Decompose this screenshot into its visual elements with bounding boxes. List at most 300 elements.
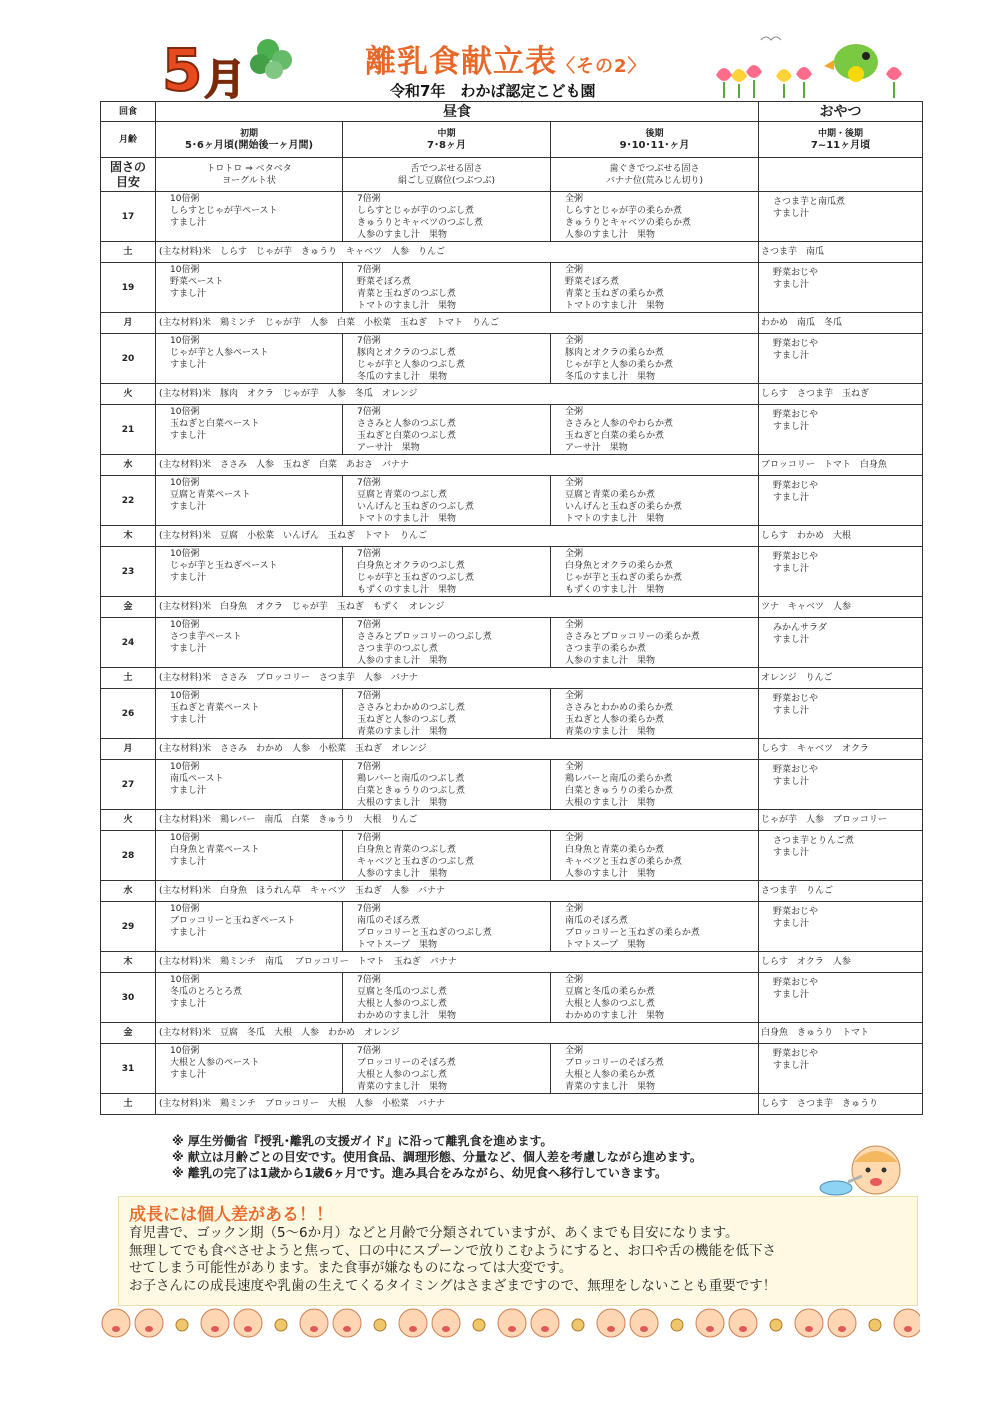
middle-menu-cell: [343, 618, 551, 668]
snack-menu-line: 野菜おじや: [773, 481, 819, 491]
day-of-week: 水: [101, 881, 156, 902]
baby-face-icon: [234, 1309, 262, 1337]
middle-menu-line: 人参のすまし汁 果物: [357, 230, 448, 240]
baby-face-icon: [894, 1309, 920, 1337]
late-menu-line: 冬瓜のすまし汁 果物: [565, 372, 656, 382]
date-cell: 29: [101, 902, 156, 952]
snack-menu-line: 野菜おじや: [773, 907, 819, 917]
info-line: 育児書で、ゴックン期（5～6か月）などと月齢で分類されていますが、あくまでも目安になります。: [129, 1225, 739, 1241]
baby-face-icon: [300, 1309, 328, 1337]
middle-menu-line: ささみとブロッコリーのつぶし煮: [357, 632, 492, 642]
late-menu-line: トマトのすまし汁 果物: [565, 301, 665, 311]
late-menu-line: 白身魚とオクラの柔らか煮: [565, 561, 673, 571]
early-menu-line: 10倍粥: [170, 549, 200, 559]
middle-menu-line: 鶏レバーと南瓜のつぶし煮: [357, 774, 465, 784]
middle-menu-cell: [343, 831, 551, 881]
late-menu-line: 全粥: [565, 1046, 584, 1056]
date-cell: 22: [101, 476, 156, 526]
early-menu-cell: [156, 618, 343, 668]
baby-face-icon: [795, 1309, 823, 1337]
snack-menu-line: すまし汁: [773, 351, 810, 361]
date-cell: 30: [101, 973, 156, 1023]
early-menu-cell: [156, 689, 343, 739]
middle-menu-cell: [343, 405, 551, 455]
snack-menu-line: みかんサラダ: [773, 623, 827, 633]
baby-mouth: [607, 1326, 615, 1332]
middle-menu-line: 豆腐と青菜のつぶし煮: [357, 490, 448, 500]
snack-ingredients: しらす わかめ 大根: [759, 526, 923, 547]
day-of-week: 土: [101, 1094, 156, 1115]
late-menu-line: 豆腐と青菜の柔らか煮: [565, 490, 656, 500]
late-menu-line: 青菜のすまし汁 果物: [565, 1082, 656, 1092]
snack-menu-line: さつま芋と南瓜煮: [773, 197, 846, 207]
day-ingredients-row: [101, 455, 923, 476]
middle-menu-line: 7倍粥: [357, 549, 381, 559]
early-menu-line: 冬瓜のとろとろ煮: [170, 987, 243, 997]
middle-texture: 舌でつぶせる固さ 絹ごし豆腐位(つぶつぶ): [343, 158, 551, 192]
middle-menu-line: 野菜そぼろ煮: [357, 277, 412, 287]
early-menu-line: じゃが芋と玉ねぎペースト: [170, 561, 278, 571]
middle-menu-cell: [343, 192, 551, 242]
snack-ingredients: さつま芋 南瓜: [759, 242, 923, 263]
snack-menu-line: すまし汁: [773, 209, 810, 219]
middle-menu-line: 7倍粥: [357, 336, 381, 346]
early-menu-line: 南瓜ペースト: [170, 774, 224, 784]
early-menu-line: すまし汁: [170, 999, 207, 1009]
late-menu-cell: [551, 476, 759, 526]
day-ingredients-row: [101, 881, 923, 902]
header-snack-stage: 中期・後期 7~11ヶ月頃: [759, 122, 923, 158]
note-line: ※ 献立は月齢ごとの目安です。使用食品、調理形態、分量など、個人差を考慮しながら進めます。: [172, 1150, 702, 1164]
late-menu-cell: [551, 1044, 759, 1094]
middle-menu-line: トマトのすまし汁 果物: [357, 514, 457, 524]
middle-menu-cell: [343, 902, 551, 952]
date-cell: 20: [101, 334, 156, 384]
late-menu-line: 全粥: [565, 975, 584, 985]
middle-menu-line: 7倍粥: [357, 691, 381, 701]
late-menu-cell: [551, 192, 759, 242]
middle-menu-line: 大根のすまし汁 果物: [357, 798, 448, 808]
day-ingredients-row: [101, 384, 923, 405]
bowl-icon: [374, 1319, 386, 1331]
snack-menu-line: すまし汁: [773, 280, 810, 290]
snack-menu-line: すまし汁: [773, 635, 810, 645]
day-rows: [101, 192, 923, 1115]
snack-menu-line: すまし汁: [773, 990, 810, 1000]
middle-menu-cell: [343, 547, 551, 597]
early-menu-line: 豆腐と青菜ペースト: [170, 490, 251, 500]
middle-menu-line: じゃが芋と人参のつぶし煮: [357, 360, 466, 370]
day-of-week: 土: [101, 242, 156, 263]
early-menu-line: ブロッコリーと玉ねぎペースト: [170, 916, 296, 926]
baby-mouth: [211, 1326, 219, 1332]
middle-menu-line: 7倍粥: [357, 478, 381, 488]
early-menu-line: 10倍粥: [170, 620, 200, 630]
late-menu-line: 全粥: [565, 478, 584, 488]
middle-menu-line: 豆腐と冬瓜のつぶし煮: [357, 987, 448, 997]
day-of-week: 火: [101, 810, 156, 831]
late-menu-line: 青菜と玉ねぎの柔らか煮: [565, 289, 665, 299]
day-menu-row: [101, 192, 923, 242]
day-of-week: 月: [101, 313, 156, 334]
info-line: 無理してでも食べさせようと焦って、口の中にスプーンで放りこむようにすると、お口や舌の機能を低下さ: [129, 1242, 777, 1259]
baby-faces-border: [100, 1305, 920, 1341]
early-menu-line: 白身魚と青菜ペースト: [170, 845, 260, 855]
early-menu-line: すまし汁: [170, 644, 207, 654]
main-ingredients: (主な材料)米 豚肉 オクラ じゃが芋 人参 冬瓜 オレンジ: [156, 384, 759, 405]
growth-info-box: [118, 1196, 918, 1306]
baby-mouth: [805, 1326, 813, 1332]
late-texture: 歯ぐきでつぶせる固さ バナナ位(荒みじん切り): [551, 158, 759, 192]
snack-ingredients: さつま芋 りんご: [759, 881, 923, 902]
middle-menu-line: 冬瓜のすまし汁 果物: [357, 372, 448, 382]
day-of-week: 土: [101, 668, 156, 689]
day-ingredients-row: [101, 1094, 923, 1115]
middle-menu-line: 大根と人参のつぶし煮: [357, 1070, 448, 1080]
late-menu-line: トマトのすまし汁 果物: [565, 514, 665, 524]
early-menu-line: 玉ねぎと青菜ペースト: [170, 703, 260, 713]
snack-menu-cell: [759, 476, 923, 526]
snack-ingredients: ブロッコリー トマト 白身魚: [759, 455, 923, 476]
middle-menu-line: わかめのすまし汁 果物: [357, 1011, 457, 1021]
early-menu-line: 10倍粥: [170, 194, 200, 204]
baby-face-icon: [399, 1309, 427, 1337]
baby-face-icon: [828, 1309, 856, 1337]
late-menu-cell: [551, 334, 759, 384]
early-menu-cell: [156, 192, 343, 242]
snack-texture: [759, 158, 923, 192]
middle-menu-line: 7倍粥: [357, 194, 381, 204]
middle-menu-line: ブロッコリーと玉ねぎのつぶし煮: [357, 928, 492, 938]
late-menu-line: 玉ねぎと白菜の柔らか煮: [565, 431, 665, 441]
middle-menu-line: 白身魚と青菜のつぶし煮: [357, 845, 457, 855]
day-ingredients-row: [101, 739, 923, 760]
snack-ingredients: わかめ 南瓜 冬瓜: [759, 313, 923, 334]
late-menu-cell: [551, 405, 759, 455]
middle-menu-line: 人参のすまし汁 果物: [357, 656, 448, 666]
baby-mouth: [145, 1326, 153, 1332]
baby-face-icon: [102, 1309, 130, 1337]
late-menu-line: しらすとじゃが芋の柔らか煮: [565, 206, 683, 216]
early-menu-cell: [156, 476, 343, 526]
snack-menu-cell: [759, 902, 923, 952]
snack-menu-line: 野菜おじや: [773, 339, 819, 349]
snack-ingredients: しらす さつま芋 きゅうり: [759, 1094, 923, 1115]
day-ingredients-row: [101, 952, 923, 973]
snack-ingredients: オレンジ りんご: [759, 668, 923, 689]
header-snack: おやつ: [759, 102, 923, 122]
snack-menu-cell: [759, 263, 923, 313]
early-menu-line: すまし汁: [170, 502, 207, 512]
main-ingredients: (主な材料)米 ささみ 人参 玉ねぎ 白菜 あおさ バナナ: [156, 455, 759, 476]
middle-menu-line: アーサ汁 果物: [357, 443, 420, 453]
snack-ingredients: しらす オクラ 人参: [759, 952, 923, 973]
middle-menu-line: 青菜のすまし汁 果物: [357, 727, 448, 737]
baby-face-icon: [135, 1309, 163, 1337]
note-line: ※ 離乳の完了は1歳から1歳6ヶ月です。進み具合をみながら、幼児食へ移行していきます。: [172, 1166, 667, 1180]
early-menu-line: すまし汁: [170, 928, 207, 938]
late-menu-line: ささみとわかめの柔らか煮: [565, 703, 674, 713]
late-menu-line: きゅうりとキャベツの柔らか煮: [565, 218, 692, 228]
day-of-week: 木: [101, 952, 156, 973]
info-line: お子さんにの成長速度や乳歯の生えてくるタイミングはさまざまですので、無理をしないことも重要です！: [129, 1277, 777, 1294]
day-menu-row: [101, 760, 923, 810]
middle-menu-cell: [343, 1044, 551, 1094]
bowl-icon: [770, 1319, 782, 1331]
baby-face-icon: [630, 1309, 658, 1337]
baby-mouth: [706, 1326, 714, 1332]
baby-face-icon: [333, 1309, 361, 1337]
bowl-icon: [176, 1319, 188, 1331]
middle-menu-cell: [343, 476, 551, 526]
middle-menu-line: トマトのすまし汁 果物: [357, 301, 457, 311]
main-ingredients: (主な材料)米 白身魚 ほうれん草 キャベツ 玉ねぎ 人参 バナナ: [156, 881, 759, 902]
snack-menu-line: すまし汁: [773, 919, 810, 929]
early-menu-cell: [156, 831, 343, 881]
late-menu-line: 大根と人参のつぶし煮: [565, 999, 656, 1009]
late-menu-line: さつま芋の柔らか煮: [565, 644, 647, 654]
middle-menu-line: 玉ねぎと白菜のつぶし煮: [357, 431, 457, 441]
baby-face-icon: [597, 1309, 625, 1337]
snack-menu-line: 野菜おじや: [773, 552, 819, 562]
middle-menu-line: きゅうりとキャベツのつぶし煮: [357, 218, 484, 228]
middle-menu-line: 玉ねぎと人参のつぶし煮: [357, 715, 457, 725]
bowl-icon: [572, 1319, 584, 1331]
early-menu-cell: [156, 902, 343, 952]
main-ingredients: (主な材料)米 ささみ ブロッコリー さつま芋 人参 バナナ: [156, 668, 759, 689]
late-menu-cell: [551, 689, 759, 739]
early-menu-line: 10倍粥: [170, 1046, 200, 1056]
snack-ingredients: しらす さつま芋 玉ねぎ: [759, 384, 923, 405]
late-menu-line: 人参のすまし汁 果物: [565, 656, 656, 666]
early-menu-line: 10倍粥: [170, 833, 200, 843]
snack-menu-line: すまし汁: [773, 564, 810, 574]
texture-label: 固さの 目安: [101, 158, 156, 192]
snack-menu-cell: [759, 547, 923, 597]
snack-menu-line: 野菜おじや: [773, 1049, 819, 1059]
date-cell: 27: [101, 760, 156, 810]
date-cell: 19: [101, 263, 156, 313]
late-menu-line: ブロッコリーと玉ねぎの柔らか煮: [565, 928, 700, 938]
snack-menu-line: すまし汁: [773, 848, 810, 858]
date-cell: 31: [101, 1044, 156, 1094]
middle-menu-line: ブロッコリーのそぼろ煮: [357, 1058, 456, 1068]
main-ingredients: (主な材料)米 鶏ミンチ ブロッコリー 大根 人参 小松菜 バナナ: [156, 1094, 759, 1115]
early-menu-line: じゃが芋と人参ペースト: [170, 348, 269, 358]
tulip-bird-illustration: [706, 30, 906, 100]
early-menu-line: 10倍粥: [170, 336, 200, 346]
middle-menu-line: 7倍粥: [357, 1046, 381, 1056]
day-menu-row: [101, 405, 923, 455]
baby-face-icon: [729, 1309, 757, 1337]
snack-menu-cell: [759, 760, 923, 810]
snack-menu-cell: [759, 973, 923, 1023]
middle-menu-line: 白身魚とオクラのつぶし煮: [357, 561, 465, 571]
middle-menu-cell: [343, 334, 551, 384]
late-menu-line: 全粥: [565, 336, 584, 346]
late-menu-line: 玉ねぎと人参の柔らか煮: [565, 715, 665, 725]
snack-menu-line: すまし汁: [773, 493, 810, 503]
middle-menu-line: ささみとわかめのつぶし煮: [357, 703, 466, 713]
date-cell: 17: [101, 192, 156, 242]
bowl-icon: [473, 1319, 485, 1331]
snack-menu-line: すまし汁: [773, 706, 810, 716]
snack-menu-cell: [759, 334, 923, 384]
middle-menu-line: キャベツと玉ねぎのつぶし煮: [357, 857, 475, 867]
day-ingredients-row: [101, 313, 923, 334]
middle-menu-line: 豚肉とオクラのつぶし煮: [357, 348, 456, 358]
day-of-week: 月: [101, 739, 156, 760]
baby-mouth: [244, 1326, 252, 1332]
middle-menu-line: 青菜と玉ねぎのつぶし煮: [357, 289, 457, 299]
early-menu-line: 野菜ペースト: [170, 277, 224, 287]
middle-menu-line: 7倍粥: [357, 833, 381, 843]
baby-mouth: [838, 1326, 846, 1332]
month-kanji: 月: [204, 55, 247, 100]
middle-menu-line: さつま芋のつぶし煮: [357, 644, 439, 654]
early-menu-cell: [156, 547, 343, 597]
snack-menu-cell: [759, 1044, 923, 1094]
late-menu-line: 大根と人参の柔らか煮: [565, 1070, 656, 1080]
late-menu-line: 人参のすまし汁 果物: [565, 869, 656, 879]
snack-ingredients: 白身魚 きゅうり トマト: [759, 1023, 923, 1044]
baby-face-icon: [432, 1309, 460, 1337]
early-menu-line: すまし汁: [170, 573, 207, 583]
snack-menu-line: 野菜おじや: [773, 765, 819, 775]
snack-menu-line: 野菜おじや: [773, 410, 819, 420]
date-cell: 26: [101, 689, 156, 739]
page-header: [0, 0, 1000, 100]
middle-menu-line: ささみと人参のつぶし煮: [357, 419, 457, 429]
header-kaishoku: 回食: [101, 102, 156, 122]
header-middle: 中期 7･8ヶ月: [343, 122, 551, 158]
late-menu-line: ささみとブロッコリーの柔らか煮: [565, 632, 700, 642]
date-cell: 28: [101, 831, 156, 881]
snack-menu-line: さつま芋とりんご煮: [773, 836, 855, 846]
early-menu-line: 大根と人参のペースト: [170, 1058, 260, 1068]
date-cell: 23: [101, 547, 156, 597]
baby-mouth: [640, 1326, 648, 1332]
snack-menu-cell: [759, 831, 923, 881]
day-ingredients-row: [101, 668, 923, 689]
early-menu-cell: [156, 1044, 343, 1094]
main-ingredients: (主な材料)米 ささみ わかめ 人参 小松菜 玉ねぎ オレンジ: [156, 739, 759, 760]
early-menu-cell: [156, 405, 343, 455]
baby-face-icon: [201, 1309, 229, 1337]
early-menu-line: 10倍粥: [170, 691, 200, 701]
day-menu-row: [101, 973, 923, 1023]
early-texture: トロトロ ⇒ ベタベタ ヨーグルト状: [156, 158, 343, 192]
late-menu-line: 白菜ときゅうりの柔らか煮: [565, 786, 674, 796]
late-menu-line: 全粥: [565, 833, 584, 843]
middle-menu-line: 白菜ときゅうりのつぶし煮: [357, 786, 466, 796]
middle-menu-line: 7倍粥: [357, 904, 381, 914]
late-menu-line: キャベツと玉ねぎの柔らか煮: [565, 857, 683, 867]
late-menu-line: 豚肉とオクラの柔らか煮: [565, 348, 664, 358]
late-menu-line: トマトスープ 果物: [565, 940, 646, 950]
day-menu-row: [101, 618, 923, 668]
early-menu-line: さつま芋ペースト: [170, 632, 242, 642]
day-ingredients-row: [101, 1023, 923, 1044]
late-menu-line: 全粥: [565, 691, 584, 701]
early-menu-line: 玉ねぎと白菜ペースト: [170, 419, 260, 429]
main-ingredients: (主な材料)米 白身魚 オクラ じゃが芋 玉ねぎ もずく オレンジ: [156, 597, 759, 618]
early-menu-line: すまし汁: [170, 431, 207, 441]
middle-menu-line: 南瓜のそぼろ煮: [357, 916, 421, 926]
day-of-week: 水: [101, 455, 156, 476]
main-ingredients: (主な材料)米 鶏ミンチ 南瓜 ブロッコリー トマト 玉ねぎ バナナ: [156, 952, 759, 973]
header-late: 後期 9･10･11･ヶ月: [551, 122, 759, 158]
early-menu-line: すまし汁: [170, 360, 207, 370]
late-menu-cell: [551, 547, 759, 597]
day-ingredients-row: [101, 597, 923, 618]
late-menu-line: アーサ汁 果物: [565, 443, 628, 453]
page-subtitle: 令和7年 わかば認定こども園: [390, 82, 596, 100]
late-menu-line: 青菜のすまし汁 果物: [565, 727, 656, 737]
baby-face-icon: [696, 1309, 724, 1337]
early-menu-line: 10倍粥: [170, 478, 200, 488]
snack-menu-line: すまし汁: [773, 1061, 810, 1071]
bowl-icon: [869, 1319, 881, 1331]
late-menu-cell: [551, 618, 759, 668]
late-menu-line: ささみと人参のやわらか煮: [565, 419, 674, 429]
day-ingredients-row: [101, 810, 923, 831]
day-menu-row: [101, 547, 923, 597]
baby-mouth: [442, 1326, 450, 1332]
main-ingredients: (主な材料)米 鶏ミンチ じゃが芋 人参 白菜 小松菜 玉ねぎ トマト りんご: [156, 313, 759, 334]
early-menu-line: すまし汁: [170, 289, 207, 299]
info-line: せてしまう可能性があります。また食事が嫌なものになっては大変です。: [129, 1260, 573, 1276]
late-menu-cell: [551, 831, 759, 881]
late-menu-line: 全粥: [565, 904, 584, 914]
early-menu-line: すまし汁: [170, 857, 207, 867]
baby-mouth: [508, 1326, 516, 1332]
late-menu-line: 鶏レバーと南瓜の柔らか煮: [565, 774, 673, 784]
main-ingredients: (主な材料)米 豆腐 小松菜 いんげん 玉ねぎ トマト りんご: [156, 526, 759, 547]
middle-menu-line: 7倍粥: [357, 265, 381, 275]
day-menu-row: [101, 476, 923, 526]
baby-mouth: [343, 1326, 351, 1332]
date-cell: 24: [101, 618, 156, 668]
middle-menu-line: じゃが芋と玉ねぎのつぶし煮: [357, 573, 475, 583]
snack-menu-line: すまし汁: [773, 422, 810, 432]
late-menu-line: もずくのすまし汁 果物: [565, 585, 665, 595]
snack-menu-line: 野菜おじや: [773, 694, 819, 704]
snack-ingredients: しらす キャベツ オクラ: [759, 739, 923, 760]
middle-menu-line: 大根と人参のつぶし煮: [357, 999, 448, 1009]
middle-menu-line: 青菜のすまし汁 果物: [357, 1082, 448, 1092]
early-menu-cell: [156, 334, 343, 384]
middle-menu-cell: [343, 760, 551, 810]
middle-menu-line: いんげんと玉ねぎのつぶし煮: [357, 502, 475, 512]
early-menu-line: すまし汁: [170, 786, 207, 796]
baby-mouth: [310, 1326, 318, 1332]
late-menu-line: 野菜そぼろ煮: [565, 277, 620, 287]
late-menu-line: ブロッコリーのそぼろ煮: [565, 1058, 664, 1068]
late-menu-line: 豆腐と冬瓜の柔らか煮: [565, 987, 656, 997]
early-menu-line: 10倍粥: [170, 407, 200, 417]
header-lunch: 昼食: [156, 102, 759, 122]
day-menu-row: [101, 902, 923, 952]
late-menu-line: 南瓜のそぼろ煮: [565, 916, 629, 926]
day-menu-row: [101, 263, 923, 313]
late-menu-cell: [551, 760, 759, 810]
late-menu-line: いんげんと玉ねぎの柔らか煮: [565, 502, 683, 512]
snack-menu-line: すまし汁: [773, 777, 810, 787]
early-menu-line: 10倍粥: [170, 904, 200, 914]
main-ingredients: (主な材料)米 鶏レバー 南瓜 白菜 きゅうり 大根 りんご: [156, 810, 759, 831]
page-title: 離乳食献立表〈その2〉: [365, 44, 647, 80]
